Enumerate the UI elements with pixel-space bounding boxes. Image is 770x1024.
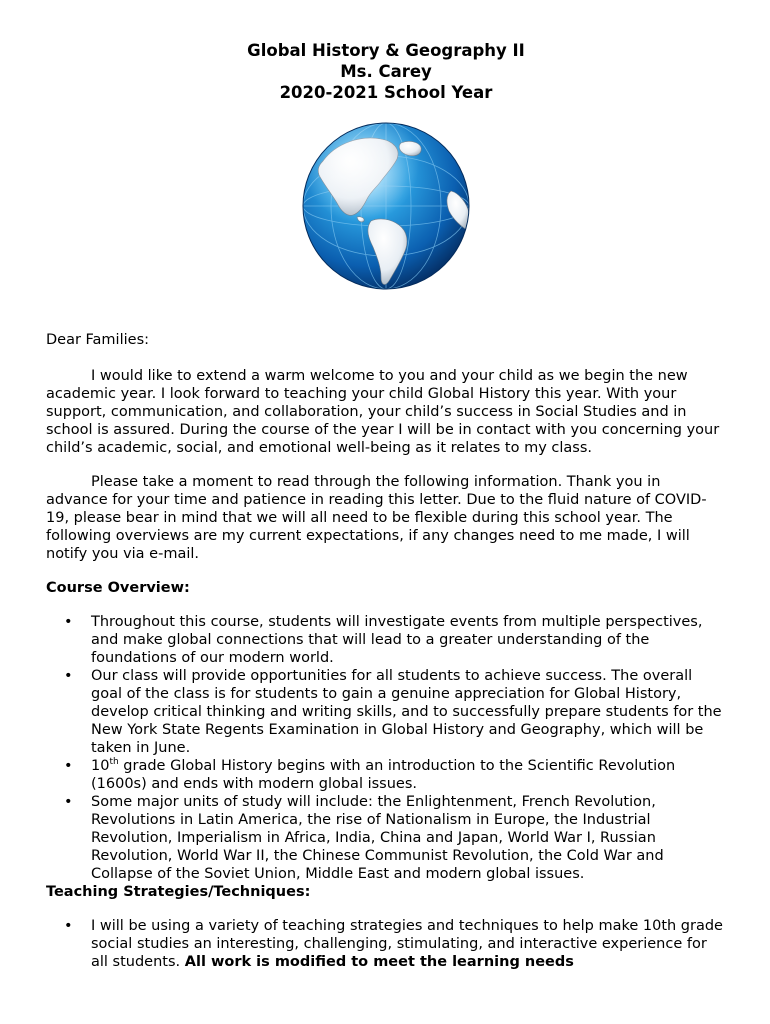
course-title: Global History & Geography II [247,41,525,60]
intro-paragraph: I would like to extend a warm welcome to you and your child as we begin the new academic year. I look forward to teaching your child Global History this year. With your support, communication, and collaboration, your child’s success in Social Studies and in school is assured. During the course of the year I will be in contact with you concerning your child’s academic, social, and emotional well-being as it relates to my class. [46,368,720,456]
list-item [46,793,726,883]
list-item [46,613,726,667]
globe-icon [301,121,471,291]
covid-paragraph: Please take a moment to read through the following information. Thank you in advance for your time and patience in reading this letter. Due to the fluid nature of COVID-19, please bear in mind that we will all need to be flexible during this school year. The following overviews are my current expectations, if any changes need to me made, I will notify you via e-mail. [46,474,707,562]
course-overview-heading: Course Overview: [46,580,190,596]
list-item-bold-text: All work is modified to meet the learning needs [184,954,574,970]
bullet-icon: • [64,794,73,810]
teaching-strategies-heading: Teaching Strategies/Techniques: [46,884,311,900]
globe-image [46,121,726,291]
course-overview-list [46,613,726,883]
bullet-icon: • [64,668,73,684]
letter-title [46,40,726,103]
grade-number: 10 [91,758,110,774]
school-year: 2020-2021 School Year [279,83,493,102]
list-item [46,757,726,793]
teaching-strategies-list [46,917,726,971]
teacher-name: Ms. Carey [340,62,432,81]
list-item-text: Our class will provide opportunities for all students to achieve success. The overall goal of the class is for students to gain a genuine appreciation for Global History, develop critical thinking and writing skills, and to successfully prepare students for the New York State Regents Examination in Global History and Geography, which will be taken in June. [91,668,722,756]
list-item [46,917,726,971]
list-item-text: Throughout this course, students will investigate events from multiple perspectives, and make global connections that will lead to a greater understanding of the foundations of our modern world. [91,614,703,666]
salutation: Dear Families: [46,332,150,348]
list-item-text: Some major units of study will include: the Enlightenment, French Revolution, Revolutions in Latin America, the rise of Nationalism in Europe, the Industrial Revolution, Imperialism in Africa, India, China and Japan, World War I, Russian Revolution, World War II, the Chinese Communist Revolution, the Cold War and Collapse of the Soviet Union, Middle East and modern global issues. [91,794,664,882]
list-item-text: grade Global History begins with an introduction to the Scientific Revolution (1600s) and ends with modern global issues. [91,758,676,792]
list-item [46,667,726,757]
ordinal-suffix: th [109,757,119,768]
bullet-icon: • [64,918,73,934]
list-item-text: I will be using a variety of teaching strategies and techniques to help make 10th grade social studies an interesting, challenging, stimulating, and interactive experience for all students. [91,918,723,970]
letter-page [46,40,726,971]
bullet-icon: • [64,614,73,630]
bullet-icon: • [64,758,73,774]
